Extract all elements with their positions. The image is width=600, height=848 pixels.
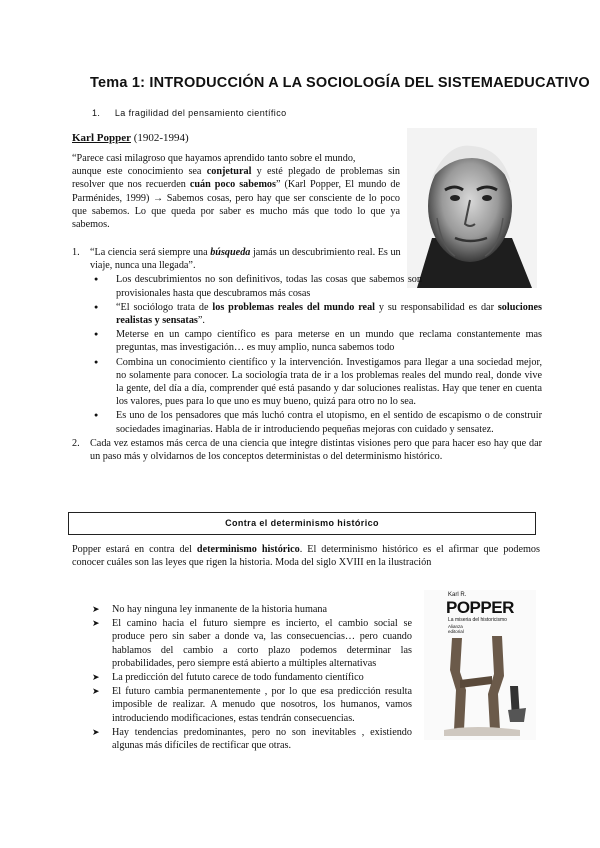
book-title: POPPER (446, 598, 514, 617)
bullet-bold: los problemas reales del mundo real (212, 301, 375, 313)
book-cover (424, 590, 536, 740)
bullet-item: ● Meterse en un campo científico es para meterse en un mundo que reclama constantemente mas preguntas, mas investigación… es muy amplio, nunca sabemos todo (94, 328, 542, 354)
bullet-item: ● Los descubrimientos no son definitivos, todas las cosas que sabemos son provisionales hasta que descubramos más cosas (94, 273, 422, 299)
quote-text: “Parece casi milagroso que hayamos aprendido tanto sobre el mundo, (72, 153, 356, 164)
arrow-item: ➤ La predicción del fututo carece de todo fundamento científico (92, 671, 412, 684)
book-publisher: Alianza editorial (448, 624, 464, 634)
bullet-text: ”. (197, 315, 205, 327)
list-text: Cada vez estamos más cerca de una ciencia que integre distintas visiones pero que para hacer eso hay que dar un paso más y olvidarnos de los conceptos deterministas o del determinismo histórico. (90, 437, 542, 463)
bullet-list (94, 273, 542, 435)
arrow-item: ➤ El futuro cambia permanentemente , por lo que esa predicción resulta imposible de realizar. A menudo que nosotros, los humanos, vamos introduciendo modificaciones, estas tendrán consecuencias. (92, 685, 412, 725)
arrow-item: ➤ El camino hacia el futuro siempre es incierto, el cambio social se produce pero sin saber a donde va, las consecuencias… pero cuando hablamos del cambio a corto plazo podemos determinar las probabilidades, pero siempre está abierto a múltiples alternativas (92, 617, 412, 670)
list-text: “La ciencia será siempre una (90, 247, 211, 258)
quote-text: aunque este conocimiento sea (72, 166, 207, 178)
bullet-text: “El sociólogo trata de (116, 301, 213, 313)
section-heading (92, 108, 287, 118)
section-label: La fragilidad del pensamiento científico (114, 108, 287, 118)
section-number: 1. (92, 108, 101, 118)
bullet-item: ● Combina un conocimiento científico y la intervención. Investigamos para llegar a una sociedad mejor, no solamente para conocer. La sociología trata de ir a los problemas reales del mundo real, donde vive la gente, del día a día, comprender qué está pasando y dar soluciones realistas. Hay que tener en cuenta los valores, pues para lo que uno es muy bueno, quizá para otro no lo sea. (94, 356, 542, 409)
arrow-item: ➤ Hay tendencias predominantes, pero no son inevitables , existiendo algunas más difíciles de rectificar que otras. (92, 726, 412, 752)
list-number: 1. (72, 247, 80, 258)
paragraph-text: . El determinismo histórico es el afirmar que podemos conocer cuáles son las leyes que rigen la historia. Moda del siglo XVIII en la ilustración (72, 544, 540, 569)
book-subtitle: La miseria del historicismo (448, 617, 507, 623)
quote-text: ” (Karl Popper, El mundo de Parménides, 1999) → Sabemos cosas, pero hay que ser consciente de lo poco que sabemos. Lo que queda por saber es mucho más que todo lo que ya sabemos. (72, 179, 400, 231)
paragraph-text: Popper estará en contra del (72, 544, 197, 555)
list-item-1 (90, 246, 420, 272)
book-author-small: Karl R. (448, 592, 467, 598)
paragraph-bold: determinismo histórico (196, 544, 300, 555)
section-box-title: Contra el determinismo histórico (68, 512, 536, 535)
bullet-text: y su responsabilidad es dar (375, 301, 498, 313)
list-number: 2. (72, 437, 80, 449)
page-title: Tema 1: INTRODUCCIÓN A LA SOCIOLOGÍA DEL SISTEMAEDUCATIVO (90, 75, 590, 91)
bullet-item: ● Es uno de los pensadores que más luchó contra el utopismo, en el sentido de escapismo o de construir sociedades imaginarias. Habla de ir introduciendo pequeñas mejoras con cuidado y sensatez. (94, 409, 542, 435)
arrow-item: ➤ No hay ninguna ley inmanente de la historia humana (92, 603, 412, 616)
author-line (72, 132, 189, 145)
author-name: Karl Popper (72, 132, 131, 144)
quote-bold: conjetural (206, 166, 252, 178)
determinism-paragraph (72, 543, 540, 569)
quote-text: y esté plegado de problemas sin resolver que nos recuerden (72, 166, 400, 191)
numbered-list (72, 246, 542, 463)
arrow-list (92, 603, 412, 753)
list-bold: búsqueda (210, 247, 251, 258)
bullet-bold: soluciones realistas y sensatas (116, 301, 542, 327)
author-years: (1902-1994) (133, 132, 189, 144)
quote-bold: cuán poco sabemos (189, 179, 276, 191)
bullet-item (94, 301, 542, 327)
list-text: jamás un descubrimiento real. Es un viaje, nunca una llegada”. (90, 247, 401, 272)
list-item-2 (72, 437, 542, 463)
popper-quote (72, 152, 400, 231)
